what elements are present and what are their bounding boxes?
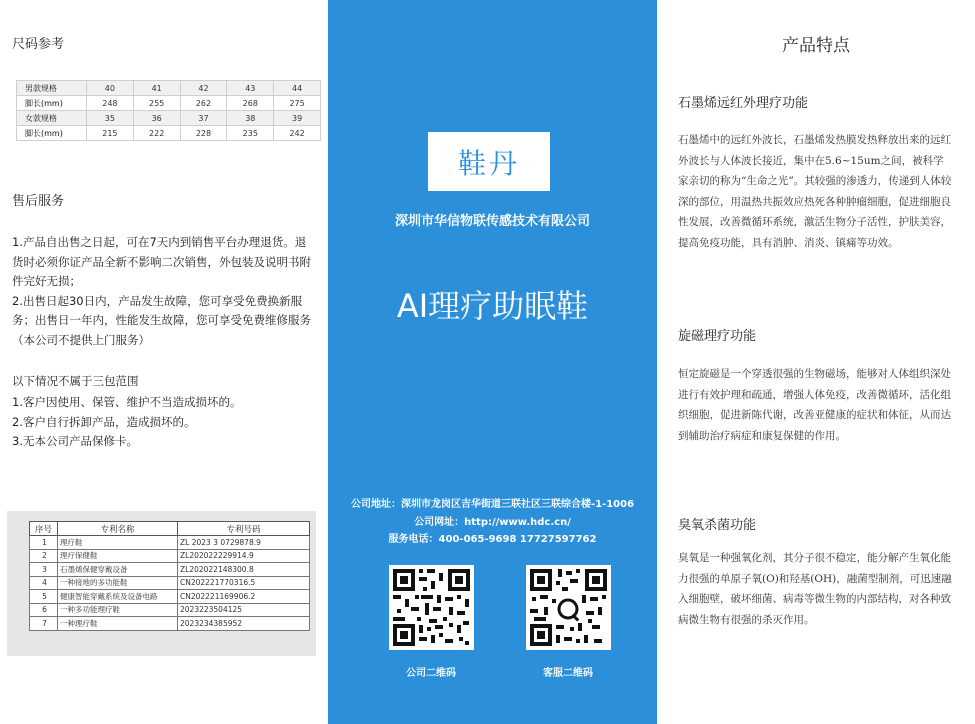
magnetic-section-body: 恒定旋磁是一个穿透很强的生物磁场，能够对人体组织深处进行有效护理和疏通，增强人体免疫，改善微循环，活化组织细胞，促进新陈代谢，改善亚健康的症状和体征，从而达到辅助治疗病症和康复保健的作用。 xyxy=(678,368,951,442)
ozone-section-title: 臭氧杀菌功能 xyxy=(678,518,757,533)
graphene-section-title: 石墨烯远红外理疗功能 xyxy=(678,96,809,111)
list-item: 1.客户因使用、保管、维护不当造成损坏的。 xyxy=(12,395,242,409)
table-row: 2 理疗保健鞋 ZL202022229914.9 xyxy=(30,549,310,563)
patent-table-photo xyxy=(7,511,316,656)
service-phone: 服务电话：400-065-9698 17727597762 xyxy=(388,534,597,545)
size-reference-title: 尺码参考 xyxy=(12,37,65,52)
size-table xyxy=(16,80,321,141)
table-row: 女款规格 35 36 37 38 39 xyxy=(17,111,321,126)
service-qr-label: 客服二维码 xyxy=(543,668,593,679)
list-item: 3.无本公司产品保修卡。 xyxy=(12,434,138,448)
table-row: 3 石墨烯保健穿戴设备 ZL202022148300.8 xyxy=(30,563,310,577)
list-item: 2.客户自行拆卸产品，造成损坏的。 xyxy=(12,414,196,429)
table-row: 4 一种接地的多功能鞋 CN202221770316.5 xyxy=(30,576,310,590)
company-name: 深圳市华信物联传感技术有限公司 xyxy=(394,214,590,229)
exclusions-title: 以下情况不属于三包范围 xyxy=(12,374,139,388)
table-header-row: 序号 专利名称 专利号码 xyxy=(30,522,310,536)
features-panel xyxy=(657,0,975,724)
table-row: 脚长(mm) 248 255 262 268 275 xyxy=(17,96,321,111)
magnetic-section-title: 旋磁理疗功能 xyxy=(678,329,757,344)
table-row: 5 健康智能穿戴系统及设备电路 CN202221169906.2 xyxy=(30,590,310,604)
brand-logo xyxy=(428,132,550,191)
patent-table xyxy=(29,521,310,631)
cover-panel xyxy=(328,0,657,724)
table-row: 6 一种多功能理疗鞋 2023223504125 xyxy=(30,603,310,617)
table-row: 7 一种理疗鞋 2023234385952 xyxy=(30,617,310,631)
table-row: 1 理疗鞋 ZL 2023 3 0729878.9 xyxy=(30,536,310,550)
table-row: 脚长(mm) 215 222 228 235 242 xyxy=(17,126,321,141)
product-title: AI理疗助眠鞋 xyxy=(396,287,589,325)
ozone-section-body: 臭氧是一种强氧化剂，其分子很不稳定，能分解产生氧化能力很强的单原子氧(O)和羟基(OH)，融菌型制剂，可迅速融入细胞壁，破坏细菌、病毒等微生物的内部结构，对各种致病微生物有很强的杀灭作用。 xyxy=(678,552,952,626)
left-panel xyxy=(0,0,328,724)
after-sales-paragraph-1: 1.产品自出售之日起，可在7天内到销售平台办理退货。退货时必须你证产品全新不影响二次销售，外包装及说明书附件完好无损； xyxy=(12,235,311,288)
exclusions-list xyxy=(12,393,312,452)
features-title: 产品特点 xyxy=(782,36,850,56)
company-address: 公司地址：深圳市龙岗区吉华街道三联社区三联综合楼-1-1006 xyxy=(350,499,635,510)
after-sales-body xyxy=(12,233,312,350)
graphene-section-body: 石墨烯中的远红外波长，石墨烯发热膜发热释放出来的远红外波长与人体波长接近，集中在5.6~15um之间，被科学家亲切的称为“生命之光”。其较强的渗透力，传递到人体较深的部位，用温热共振效应热死各种肿瘤细胞，促进细胞良性发展，改善微循环系统，激活生物分子活性，护肤美容，提高免疫功能，具有消肿、消炎、镇痛等功效。 xyxy=(678,134,952,249)
after-sales-title: 售后服务 xyxy=(12,194,65,209)
service-qr-code xyxy=(526,565,611,650)
company-qr-label: 公司二维码 xyxy=(406,668,456,679)
brand-name: 鞋丹 xyxy=(457,146,520,180)
company-qr-code xyxy=(389,565,474,650)
table-row: 男款规格 40 41 42 43 44 xyxy=(17,81,321,96)
company-website: 公司网址：http://www.hdc.cn/ xyxy=(414,517,571,528)
after-sales-paragraph-2: 2.出售日起30日内，产品发生故障，您可享受免费换新服务；出售日一年内，性能发生故障，您可享受免费维修服务（本公司不提供上门服务） xyxy=(12,293,311,347)
